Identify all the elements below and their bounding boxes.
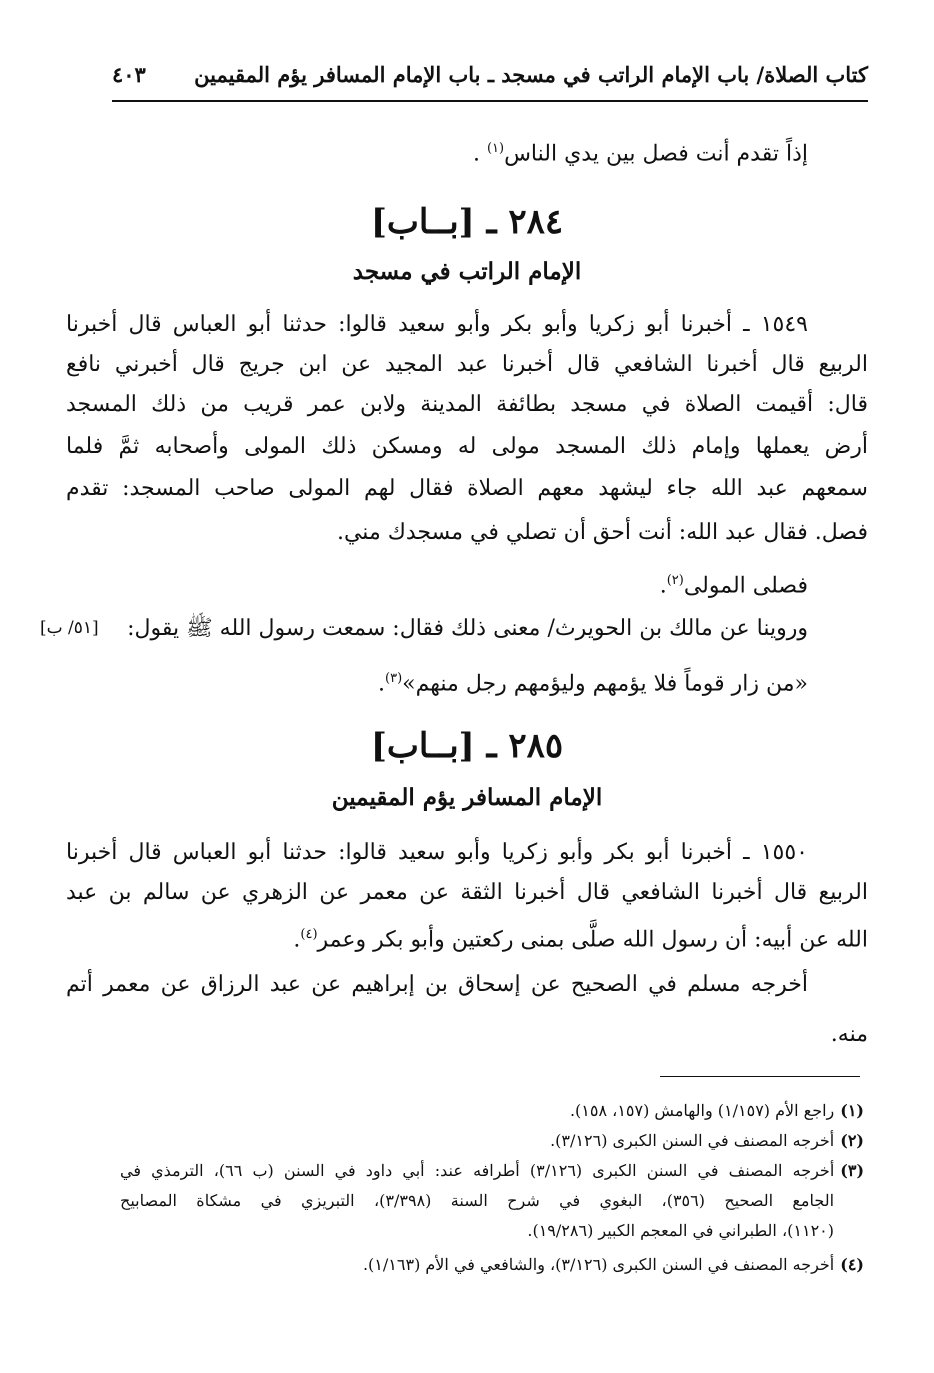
quote-end: . (378, 671, 386, 697)
hadith-1550-end: . (293, 927, 301, 953)
section-number-284: ٢٨٤ ـ [بــاب] (370, 202, 564, 242)
footnote-ref: (٤) (300, 927, 318, 942)
takhrij-line-end: منه. (830, 1022, 868, 1047)
page-number: ٤٠٣ (112, 62, 146, 87)
section-number-285: ٢٨٥ ـ [بــاب] (370, 726, 564, 766)
running-header (112, 58, 868, 102)
header-title: كتاب الصلاة/ باب الإمام الراتب في مسجد ـ باب الإمام المسافر يؤم المقيمين (194, 62, 868, 87)
footnote-text: (١١٢٠)، الطبراني في المعجم الكبير (١٩/٢٨٦). (527, 1221, 834, 1240)
footnote-ref: (١) (486, 141, 505, 156)
after-line (66, 566, 808, 601)
footnote-text: راجع الأم (١/١٥٧) والهامش (١٥٧، ١٥٨). (569, 1101, 835, 1120)
footnote-ref: (٢) (666, 573, 684, 588)
hadith-1550-last: الله عن أبيه: أن رسول الله صلَّى بمنى ركعتين وأبو بكر وعمر (317, 927, 868, 953)
hadith-1549-line: قال: أقيمت الصلاة في مسجد بطائفة المدينة ولابن عمر قريب من ذلك المسجد (66, 392, 868, 417)
hadith-1549-line: أرض يعملها وإمام ذلك المسجد مولى له ومسكن ذلك المولى وأصحابه ثمَّ فلما (66, 434, 868, 459)
after-end: . (659, 573, 667, 599)
intro-end: . (472, 141, 487, 167)
hadith-1550-line: ١٥٥٠ ـ أخبرنا أبو بكر وأبو زكريا وأبو سعيد قالوا: حدثنا أبو العباس قال أخبرنا (66, 840, 808, 865)
after-text: فصلى المولى (683, 573, 808, 599)
footnote-1 (120, 1100, 864, 1122)
footnote-3-cont (120, 1190, 834, 1212)
header-rule (112, 100, 868, 102)
hadith-1549-line: الربيع قال أخبرنا الشافعي قال أخبرنا عبد المجيد عن ابن جريج قال أخبرني نافع (66, 352, 868, 377)
footnote-number: (٤) (840, 1255, 864, 1274)
footnote-number: (١) (840, 1101, 864, 1120)
takhrij-line: أخرجه مسلم في الصحيح عن إسحاق بن إبراهيم عن عبد الرزاق عن معمر أتم (66, 972, 808, 997)
footnote-text: أخرجه المصنف في السنن الكبرى (٣/١٢٦). (550, 1131, 835, 1150)
section-title-285: الإمام المسافر يؤم المقيمين (331, 784, 603, 811)
margin-folio-note: [٥١/ ب] (40, 618, 99, 638)
hadith-1549-line: فصل. فقال عبد الله: أنت أحق أن تصلي في مسجدك مني. (336, 520, 868, 545)
rawina-line: وروينا عن مالك بن الحويرث/ معنى ذلك فقال: سمعت رسول الله ﷺ يقول: (127, 616, 808, 641)
prophetic-quote: «من زار قوماً فلا يؤمهم وليؤمهم رجل منهم» (402, 671, 808, 697)
hadith-1550-line (66, 920, 868, 955)
hadith-1549-line: ١٥٤٩ ـ أخبرنا أبو زكريا وأبو بكر وأبو سعيد قالوا: حدثنا أبو العباس قال أخبرنا (66, 312, 808, 337)
footnote-number: (٢) (840, 1131, 864, 1150)
footnote-number: (٣) (840, 1161, 865, 1180)
footnote-rule (660, 1076, 860, 1077)
intro-text: إذاً تقدم أنت فصل بين يدي الناس (504, 141, 808, 167)
footnote-text: الجامع الصحيح (٣٥٦)، البغوي في شرح السنة (٣/٣٩٨)، التبريزي في مشكاة المصابيح (120, 1191, 835, 1210)
hadith-1550-line: الربيع قال أخبرنا الشافعي قال أخبرنا الثقة عن معمر عن الزهري عن سالم بن عبد (66, 880, 868, 905)
intro-line (66, 134, 808, 169)
quote-line (66, 664, 808, 699)
footnote-4 (120, 1254, 864, 1276)
footnote-3-cont (120, 1220, 834, 1242)
footnote-2 (120, 1130, 864, 1152)
footnote-text: أخرجه المصنف في السنن الكبرى (٣/١٢٦)، والشافعي في الأم (١/١٦٣). (362, 1255, 835, 1274)
hadith-1549-line: سمعهم عبد الله جاء ليشهد معهم الصلاة فقال لهم المولى صاحب المسجد: تقدم (66, 476, 868, 501)
footnote-3 (120, 1160, 864, 1182)
section-title-284: الإمام الراتب في مسجد (352, 258, 582, 285)
footnote-ref: (٣) (385, 671, 403, 686)
footnote-text: أخرجه المصنف في السنن الكبرى (٣/١٢٦) أطرافه عند: أبي داود في السنن (ب ٦٦)، الترمذي في (120, 1161, 835, 1180)
